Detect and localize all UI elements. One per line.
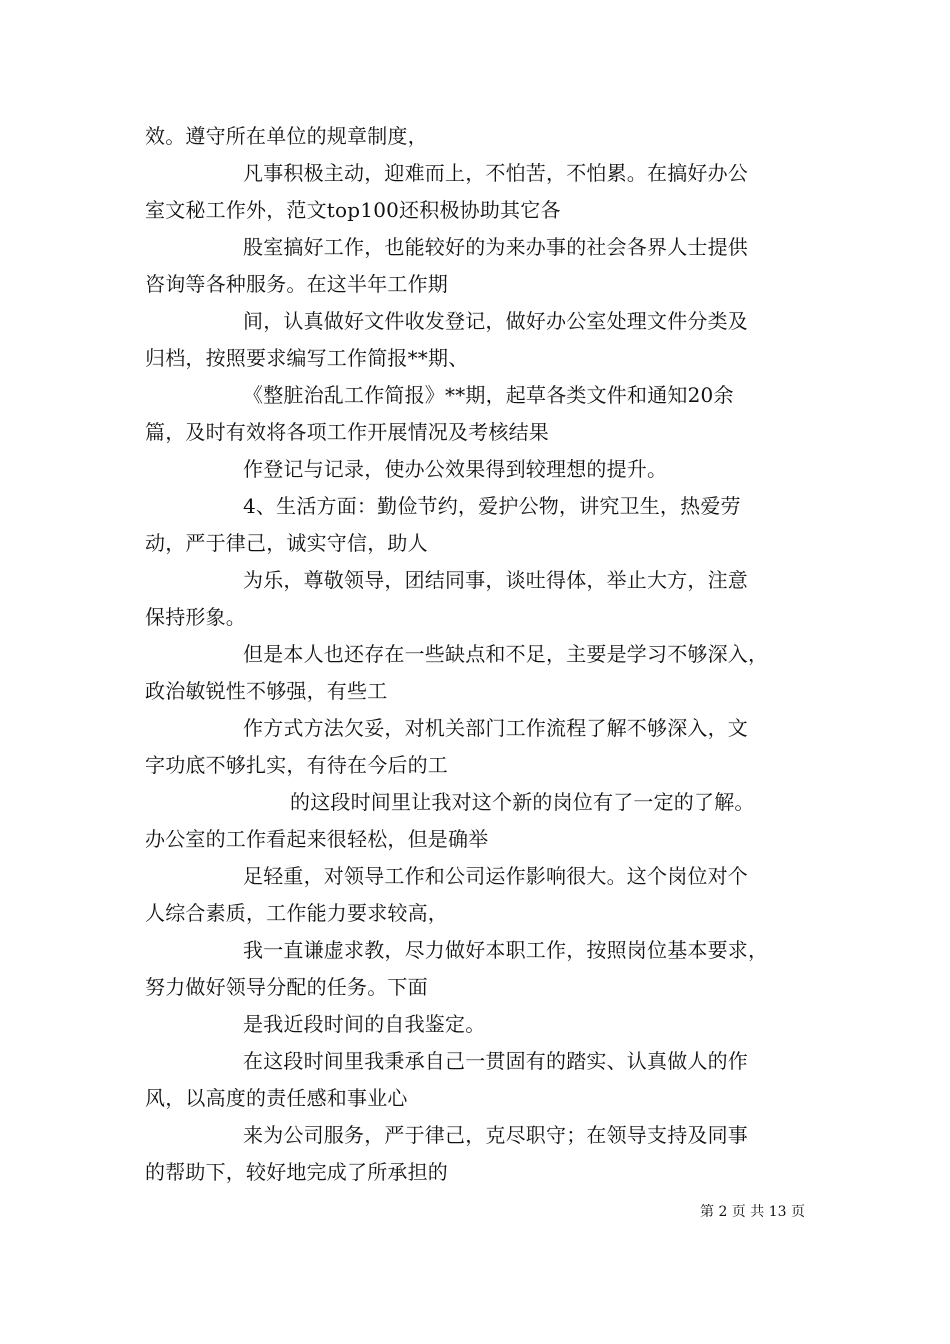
text-line: 来为公司服务，严于律己，克尽职守；在领导支持及同事 — [243, 1123, 748, 1147]
text-line: 的这段时间里让我对这个新的岗位有了一定的了解。 — [290, 790, 755, 814]
text-line: 4、生活方面：勤俭节约，爱护公物，讲究卫生，热爱劳 — [243, 494, 741, 518]
text-line: 但是本人也还存在一些缺点和不足，主要是学习不够深入， — [243, 642, 769, 666]
text-line: 室文秘工作外，范文top100还积极协助其它各 — [145, 198, 561, 222]
text-line: 为乐，尊敬领导，团结同事，谈吐得体，举止大方，注意 — [243, 568, 748, 592]
text-line: 是我近段时间的自我鉴定。 — [243, 1012, 486, 1036]
text-line: 努力做好领导分配的任务。下面 — [145, 975, 428, 999]
text-line: 办公室的工作看起来很轻松，但是确举 — [145, 827, 489, 851]
text-line: 篇，及时有效将各项工作开展情况及考核结果 — [145, 420, 549, 444]
text-line: 足轻重，对领导工作和公司运作影响很大。这个岗位对个 — [243, 864, 748, 888]
text-line: 风，以高度的责任感和事业心 — [145, 1086, 408, 1110]
page-number-footer: 第 2 页 共 13 页 — [700, 1204, 805, 1220]
text-line: 人综合素质，工作能力要求较高， — [145, 901, 448, 925]
text-line: 《整脏治乱工作简报》**期，起草各类文件和通知20余 — [243, 383, 734, 407]
text-line: 在这段时间里我秉承自己一贯固有的踏实、认真做人的作 — [243, 1049, 748, 1073]
text-line: 作方式方法欠妥，对机关部门工作流程了解不够深入，文 — [243, 716, 748, 740]
text-line: 咨询等各种服务。在这半年工作期 — [145, 272, 448, 296]
text-line: 作登记与记录，使办公效果得到较理想的提升。 — [243, 457, 668, 481]
text-line: 保持形象。 — [145, 605, 246, 629]
text-line: 我一直谦虚求教，尽力做好本职工作，按照岗位基本要求， — [243, 938, 769, 962]
text-line: 归档，按照要求编写工作简报**期、 — [145, 346, 469, 370]
text-line: 效。遵守所在单位的规章制度， — [145, 124, 428, 148]
body-text — [145, 118, 825, 1191]
text-line: 字功底不够扎实，有待在今后的工 — [145, 753, 448, 777]
text-line: 凡事积极主动，迎难而上，不怕苦，不怕累。在搞好办公 — [243, 161, 748, 185]
text-line: 动，严于律己，诚实守信，助人 — [145, 531, 428, 555]
text-line: 股室搞好工作，也能较好的为来办事的社会各界人士提供 — [243, 235, 748, 259]
text-line: 间，认真做好文件收发登记，做好办公室处理文件分类及 — [243, 309, 748, 333]
text-line: 政治敏锐性不够强，有些工 — [145, 679, 388, 703]
text-line: 的帮助下，较好地完成了所承担的 — [145, 1160, 448, 1184]
